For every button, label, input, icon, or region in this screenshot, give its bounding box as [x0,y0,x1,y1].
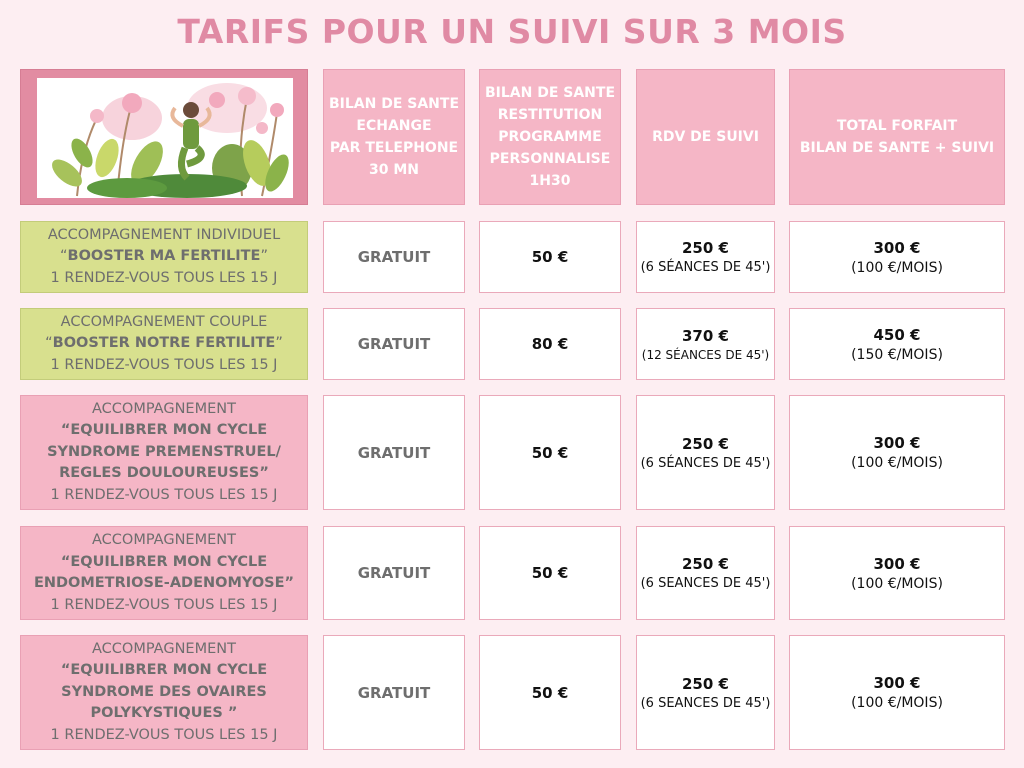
row4-bilan-restitution: 50 € [479,526,621,620]
program-name: BOOSTER MA FERTILITE [67,248,261,265]
row3-total: 300 € (100 €/MOIS) [789,395,1005,510]
row5-total: 300 € (100 €/MOIS) [789,635,1005,750]
row-label-ovaires-polykystiques: ACCOMPAGNEMENT “EQUILIBRER MON CYCLE SYNDROME DES OVAIRES POLYKYSTIQUES ” 1 RENDEZ-VOUS TOUS LES 15 J [20,635,308,750]
row1-rdv-suivi: 250 € (6 SÉANCES DE 45') [636,221,775,293]
row2-bilan-echange: GRATUIT [323,308,465,380]
row5-bilan-echange: GRATUIT [323,635,465,750]
row2-bilan-restitution: 80 € [479,308,621,380]
yoga-illustration-icon [37,78,293,198]
header-illustration-frame [20,69,308,205]
row1-bilan-restitution: 50 € [479,221,621,293]
row2-total: 450 € (150 €/MOIS) [789,308,1005,380]
row5-bilan-restitution: 50 € [479,635,621,750]
program-name: BOOSTER NOTRE FERTILITE [52,335,276,352]
row-label-endometriose: ACCOMPAGNEMENT “EQUILIBRER MON CYCLE ENDOMETRIOSE-ADENOMYOSE” 1 RENDEZ-VOUS TOUS LES 15 J [20,526,308,620]
row2-rdv-suivi: 370 € (12 SÉANCES DE 45') [636,308,775,380]
page-title: TARIFS POUR UN SUIVI SUR 3 MOIS [177,12,847,51]
row-label-syndrome-premenstruel: ACCOMPAGNEMENT “EQUILIBRER MON CYCLE SYNDROME PREMENSTRUEL/ REGLES DOULOUREUSES” 1 RENDEZ-VOUS TOUS LES 15 J [20,395,308,510]
header-bilan-echange: BILAN DE SANTE ECHANGE PAR TELEPHONE 30 MN [323,69,465,205]
row5-rdv-suivi: 250 € (6 SEANCES DE 45') [636,635,775,750]
row4-total: 300 € (100 €/MOIS) [789,526,1005,620]
row3-bilan-restitution: 50 € [479,395,621,510]
row3-bilan-echange: GRATUIT [323,395,465,510]
header-bilan-restitution: BILAN DE SANTE RESTITUTION PROGRAMME PERSONNALISE 1H30 [479,69,621,205]
row1-total: 300 € (100 €/MOIS) [789,221,1005,293]
row-label-couple: ACCOMPAGNEMENT COUPLE “BOOSTER NOTRE FERTILITE” 1 RENDEZ-VOUS TOUS LES 15 J [20,308,308,380]
row3-rdv-suivi: 250 € (6 SÉANCES DE 45') [636,395,775,510]
row1-bilan-echange: GRATUIT [323,221,465,293]
row4-rdv-suivi: 250 € (6 SEANCES DE 45') [636,526,775,620]
row4-bilan-echange: GRATUIT [323,526,465,620]
header-rdv-suivi: RDV DE SUIVI [636,69,775,205]
header-total-forfait: TOTAL FORFAIT BILAN DE SANTE + SUIVI [789,69,1005,205]
row-label-individuel: ACCOMPAGNEMENT INDIVIDUEL “BOOSTER MA FERTILITE” 1 RENDEZ-VOUS TOUS LES 15 J [20,221,308,293]
